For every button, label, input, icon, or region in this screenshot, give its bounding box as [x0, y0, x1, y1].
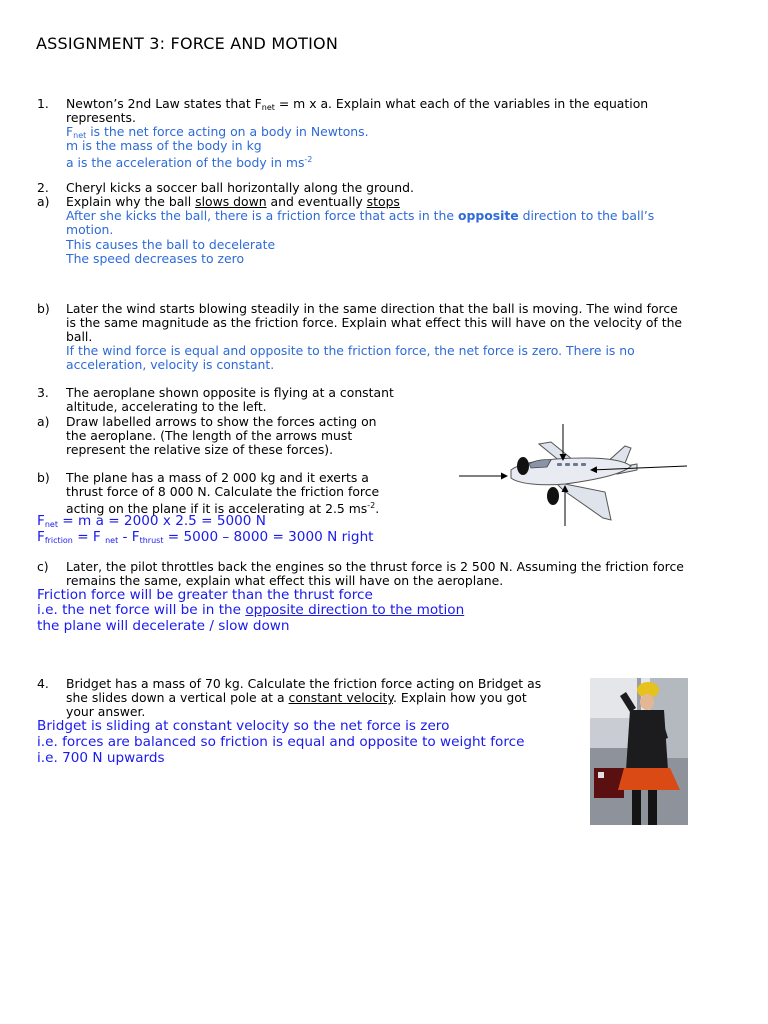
- answer-text: the plane will decelerate / slow down: [37, 618, 290, 634]
- question-number: 2.: [37, 180, 49, 195]
- part-label: a): [37, 414, 50, 429]
- question-text: she slides down a vertical pole at a constant velocity. Explain how you got: [66, 690, 527, 705]
- question-text: thrust force of 8 000 N. Calculate the friction force: [66, 484, 380, 499]
- answer-text: $F_{net} = m$ a = 2000 x 2.5 = 5000 N: [37, 513, 266, 529]
- question-text: the aeroplane. (The length of the arrows must: [66, 428, 353, 443]
- question-text: Newton’s 2nd Law states that $F_{net} = m$ x a. Explain what each of the variables in the equation: [66, 96, 649, 112]
- part-label: b): [37, 470, 50, 485]
- answer-text: This causes the ball to decelerate: [66, 237, 276, 252]
- answer-text: a is the acceleration of the body in $ms^{-2}$: [66, 155, 313, 170]
- fuselage-shape: [511, 458, 631, 485]
- window-shape: [565, 463, 570, 466]
- answer-text: After she kicks the ball, there is a friction force that acts in the opposite direction to the ball’s: [66, 208, 655, 223]
- question-text: Later the wind starts blowing steadily in the same direction that the ball is moving. The wind force: [66, 301, 678, 316]
- question-text: is the same magnitude as the friction force. Explain what effect this will have on the velocity of the: [66, 315, 683, 330]
- question-text: acting on the plane if it is accelerating at 2.5 $ms^{-2}$.: [66, 501, 380, 516]
- answer-text: Bridget is sliding at constant velocity so the net force is zero: [37, 718, 450, 734]
- question-number: 4.: [37, 676, 49, 691]
- propeller-shape: [517, 457, 529, 475]
- question-number: 1.: [37, 96, 49, 111]
- answer-text: acceleration, velocity is constant.: [66, 357, 275, 372]
- question-text: remains the same, explain what effect this will have on the aeroplane.: [66, 573, 504, 588]
- answer-text: i.e. 700 N upwards: [37, 750, 165, 766]
- answer-text: motion.: [66, 222, 114, 237]
- question-text: Cheryl kicks a soccer ball horizontally along the ground.: [66, 180, 414, 195]
- question-text: Draw labelled arrows to show the forces acting on: [66, 414, 377, 429]
- question-text: Later, the pilot throttles back the engines so the thrust force is 2 500 N. Assuming the friction force: [66, 559, 684, 574]
- answer-text: i.e. the net force will be in the opposite direction to the motion: [37, 602, 465, 618]
- question-text: ball.: [66, 329, 93, 344]
- answer-text: Friction force will be greater than the thrust force: [37, 587, 373, 603]
- question-text: altitude, accelerating to the left.: [66, 399, 267, 414]
- skirt-shape: [618, 768, 680, 790]
- answer-text: $F_{friction} = F$ $_{net} - F_{thrust} = 5000 - 8000 = 3000$ N right: [37, 529, 374, 545]
- window-shape: [557, 463, 562, 466]
- window-shape: [581, 463, 586, 466]
- answer-text: $F_{net}$ is the net force acting on a body in Newtons.: [66, 124, 369, 140]
- question-text: The plane has a mass of 2 000 kg and it exerts a: [66, 470, 369, 485]
- window-shape: [573, 463, 578, 466]
- question-text: The aeroplane shown opposite is flying at a constant: [66, 385, 394, 400]
- question-text: represent the relative size of these forces).: [66, 442, 334, 457]
- part-label: c): [37, 559, 49, 574]
- question-number: 3.: [37, 385, 49, 400]
- propeller-shape: [547, 487, 559, 505]
- wing-shape: [555, 482, 611, 520]
- aeroplane-diagram: [455, 420, 695, 532]
- part-label: b): [37, 301, 50, 316]
- answer-text: m is the mass of the body in kg: [66, 138, 262, 153]
- answer-text: If the wind force is equal and opposite to the friction force, the net force is zero. There is no: [66, 343, 635, 358]
- answer-text: i.e. forces are balanced so friction is equal and opposite to weight force: [37, 734, 525, 750]
- question-text: Bridget has a mass of 70 kg. Calculate the friction force acting on Bridget as: [66, 676, 542, 691]
- question-text: represents.: [66, 110, 136, 125]
- question-text: Explain why the ball slows down and eventually stops: [66, 194, 400, 209]
- firefighter-photo: [590, 678, 688, 825]
- part-label: a): [37, 194, 50, 209]
- question-text: your answer.: [66, 704, 146, 719]
- page-title: ASSIGNMENT 3: FORCE AND MOTION: [36, 34, 338, 53]
- answer-text: The speed decreases to zero: [66, 251, 245, 266]
